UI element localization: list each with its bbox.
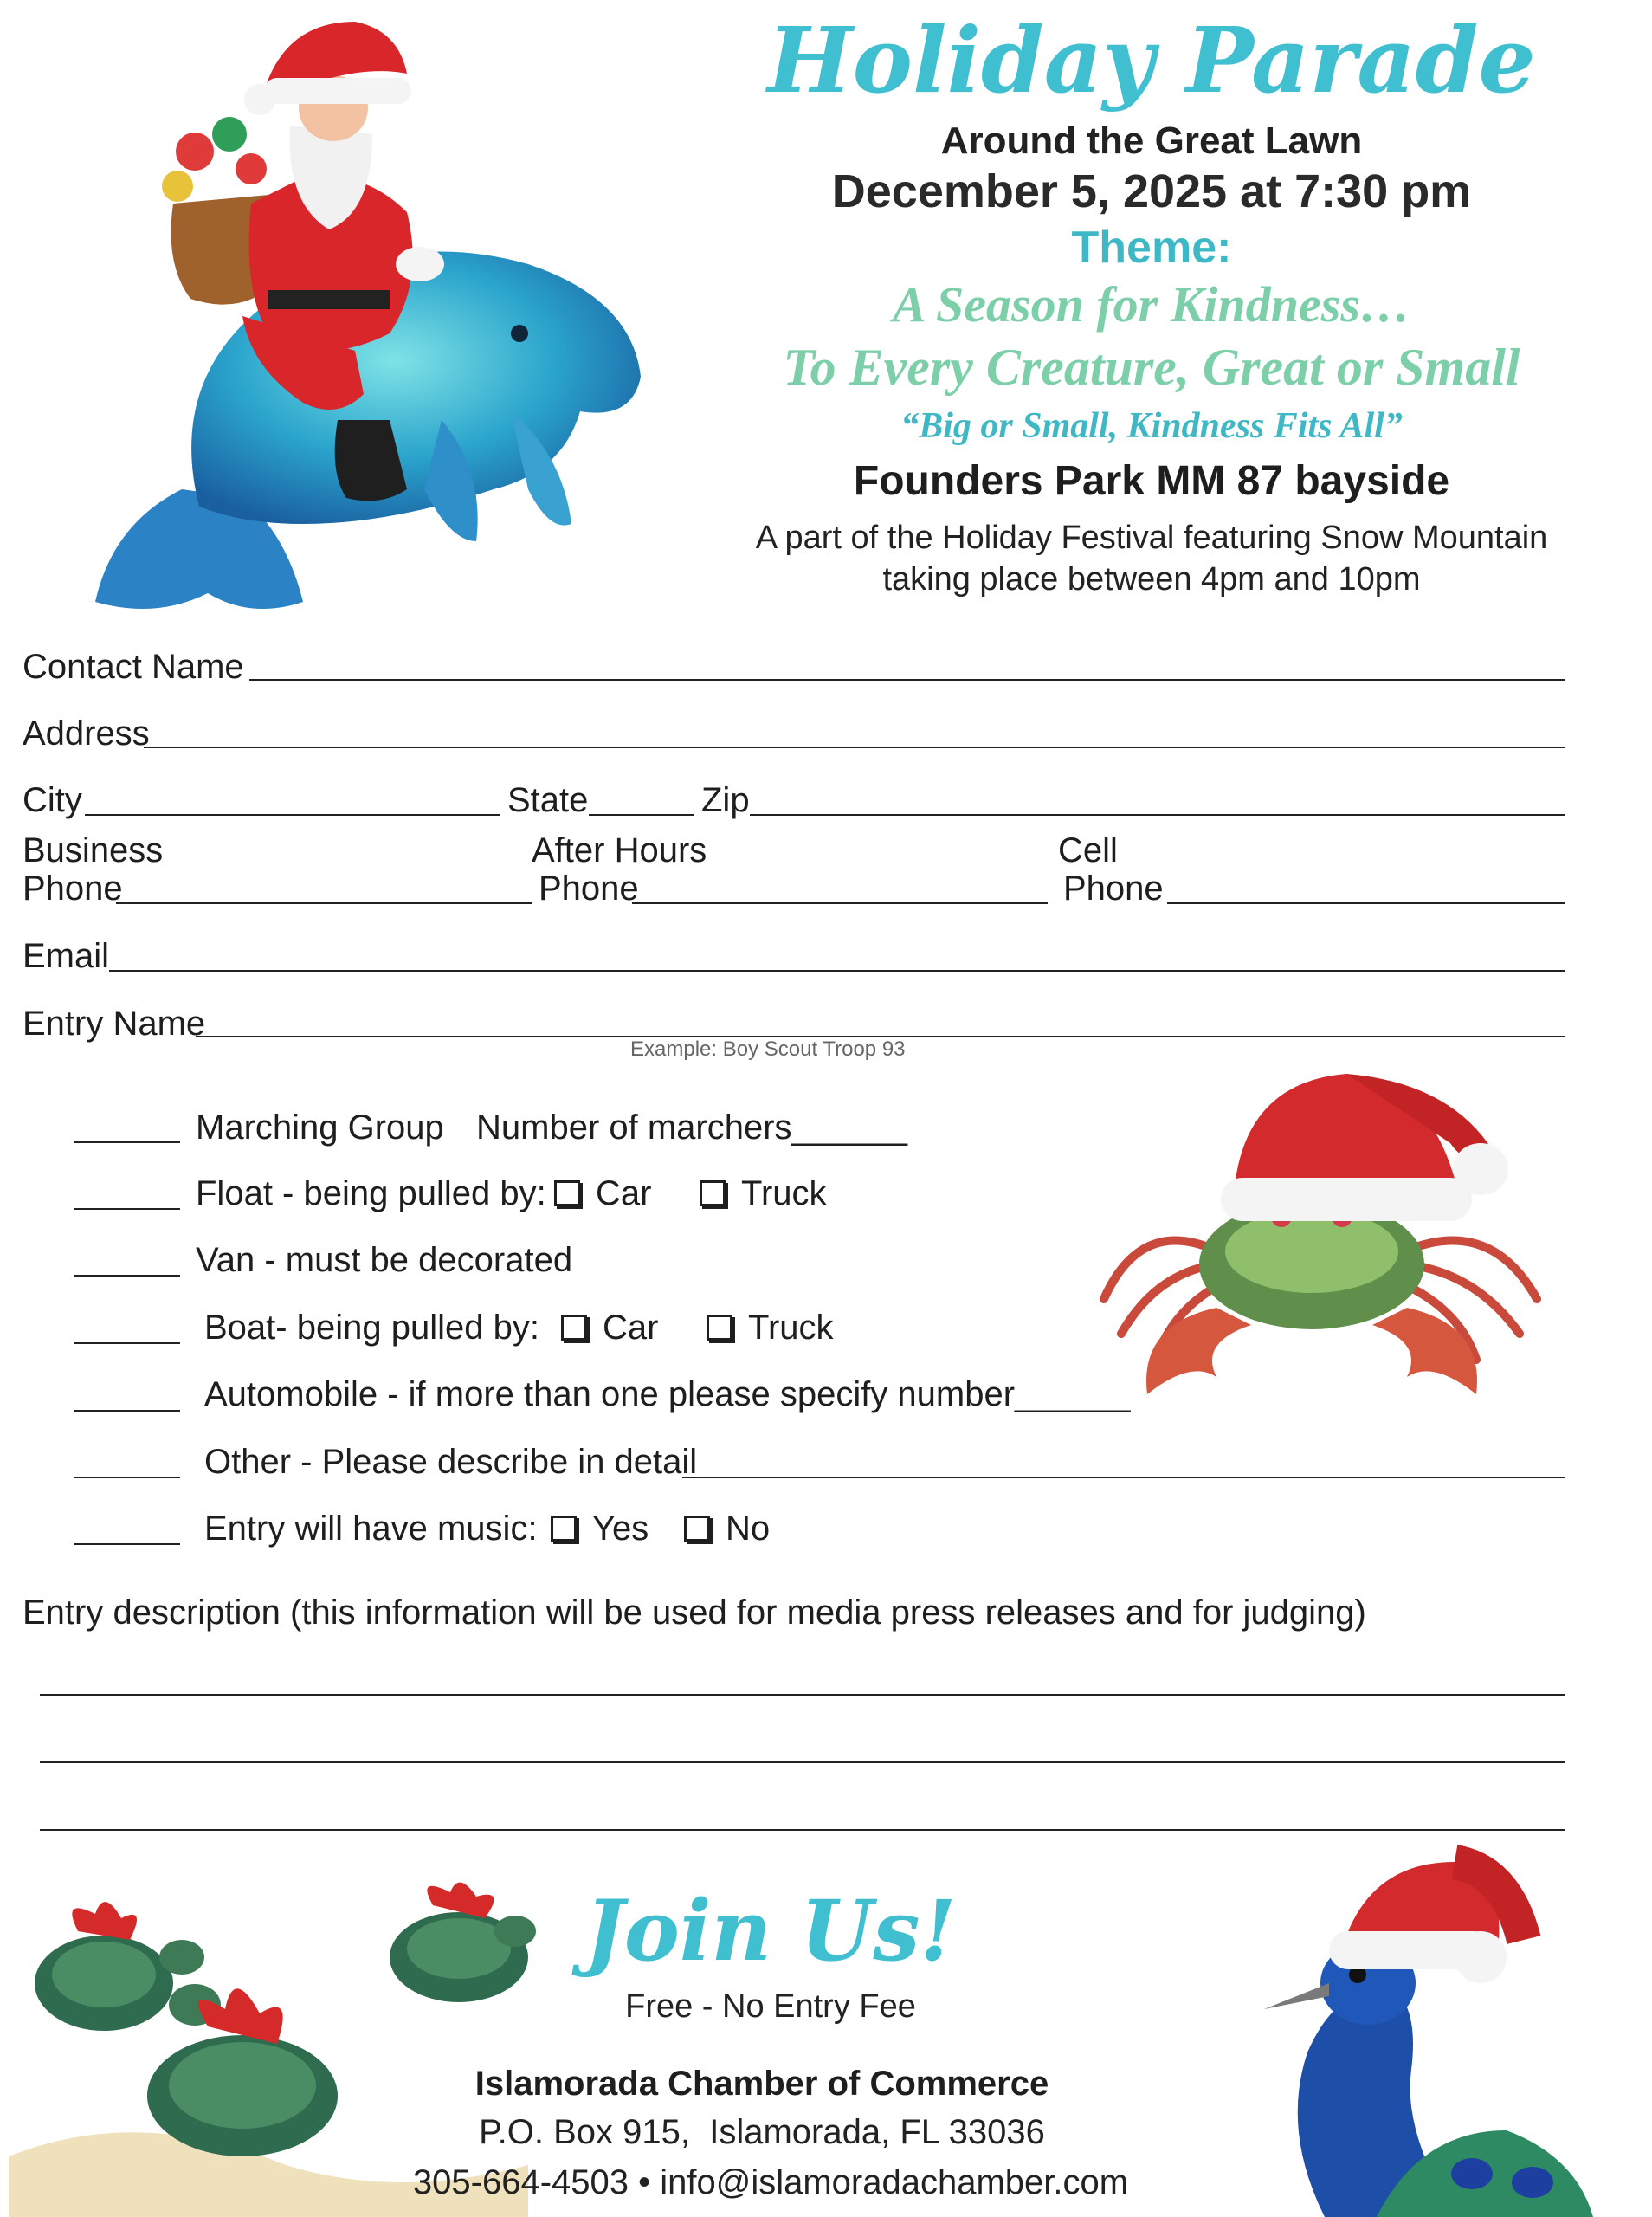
cell-phone-field[interactable] (1167, 902, 1565, 904)
entry-description-label: Entry description (this information will be used for media press releases and for judging) (23, 1593, 1366, 1632)
description-line-3[interactable] (40, 1829, 1565, 1831)
float-truck-checkbox[interactable] (700, 1176, 827, 1211)
theme-line-2: To Every Creature, Great or Small (783, 339, 1520, 396)
float-car-checkbox[interactable] (554, 1176, 651, 1211)
parade-location: Founders Park MM 87 bayside (853, 458, 1450, 504)
other-description-field[interactable] (682, 1477, 1565, 1478)
po-box-address: P.O. Box 915, Islamorada, FL 33036 (479, 2113, 1045, 2151)
van-label: Van - must be decorated (196, 1241, 573, 1279)
business-label: Business (23, 831, 164, 869)
festival-line-2: taking place between 4pm and 10pm (882, 561, 1421, 598)
contact-info[interactable]: 305-664-4503 • info@islamoradachamber.com (412, 2163, 1129, 2201)
cell-label: Cell (1058, 831, 1118, 869)
address-label: Address (23, 714, 150, 753)
music-no-label: No (726, 1509, 771, 1548)
theme-tagline: “Big or Small, Kindness Fits All” (900, 406, 1403, 446)
music-check-line[interactable] (74, 1543, 180, 1545)
address-field[interactable] (144, 747, 1565, 748)
zip-label: Zip (701, 781, 750, 819)
festival-line-1: A part of the Holiday Festival featuring Snow Mountain (755, 520, 1548, 556)
other-check-line[interactable] (74, 1477, 180, 1478)
entry-name-label: Entry Name (23, 1005, 206, 1043)
checkbox-icon[interactable] (551, 1516, 577, 1542)
contact-name-label: Contact Name (23, 648, 244, 686)
boat-truck-checkbox[interactable] (707, 1310, 834, 1345)
boat-check-line[interactable] (74, 1342, 180, 1344)
boat-car-checkbox[interactable] (561, 1310, 658, 1345)
music-label: Entry will have music: (204, 1509, 538, 1548)
music-yes-label: Yes (592, 1509, 649, 1548)
theme-label: Theme: (1071, 223, 1232, 273)
city-field[interactable] (85, 814, 500, 816)
entry-fee: Free - No Entry Fee (625, 1988, 916, 2025)
zip-field[interactable] (750, 814, 1565, 816)
boat-truck-label: Truck (748, 1309, 834, 1347)
float-label: Float - being pulled by: (196, 1174, 546, 1212)
join-us-heading: Join Us! (584, 1882, 957, 1980)
boat-car-label: Car (603, 1309, 659, 1347)
state-label: State (507, 781, 589, 819)
marching-group-check-line[interactable] (74, 1141, 180, 1143)
email-label: Email (23, 937, 110, 975)
float-truck-label: Truck (741, 1174, 827, 1212)
checkbox-icon[interactable] (554, 1180, 580, 1206)
state-field[interactable] (589, 814, 694, 816)
business-phone-field[interactable] (116, 902, 532, 904)
after-hours-phone-label: Phone (539, 869, 639, 908)
music-no-checkbox[interactable] (684, 1511, 770, 1546)
city-label: City (23, 781, 82, 819)
float-car-label: Car (596, 1174, 652, 1212)
email-field[interactable] (109, 970, 1565, 972)
after-hours-label: After Hours (532, 831, 707, 869)
entry-name-example: Example: Boy Scout Troop 93 (630, 1037, 906, 1061)
parade-title: Holiday Parade (767, 7, 1536, 113)
organization-name: Islamorada Chamber of Commerce (474, 2065, 1049, 2103)
automobile-check-line[interactable] (74, 1410, 180, 1412)
float-check-line[interactable] (74, 1208, 180, 1210)
automobile-label: Automobile - if more than one please specify number______ (204, 1375, 1131, 1413)
business-phone-label: Phone (23, 869, 123, 908)
after-hours-phone-field[interactable] (632, 902, 1048, 904)
music-yes-checkbox[interactable] (551, 1511, 649, 1546)
contact-name-field[interactable] (249, 679, 1565, 681)
marching-group-label: Marching Group (196, 1108, 444, 1147)
checkbox-icon[interactable] (684, 1516, 710, 1542)
checkbox-icon[interactable] (561, 1315, 587, 1341)
santa-manatee-illustration (78, 4, 667, 628)
parade-date: December 5, 2025 at 7:30 pm (831, 165, 1472, 217)
checkbox-icon[interactable] (707, 1315, 732, 1341)
description-line-1[interactable] (40, 1694, 1565, 1696)
crab-illustration (1087, 1048, 1563, 1412)
van-check-line[interactable] (74, 1275, 180, 1277)
cell-phone-label: Phone (1063, 869, 1164, 908)
peacock-illustration (1247, 1845, 1593, 2217)
theme-line-1: A Season for Kindness… (893, 276, 1410, 333)
checkbox-icon[interactable] (700, 1180, 726, 1206)
other-label: Other - Please describe in detail (204, 1443, 698, 1481)
parade-subtitle: Around the Great Lawn (940, 120, 1363, 162)
boat-label: Boat- being pulled by: (204, 1309, 539, 1347)
description-line-2[interactable] (40, 1761, 1565, 1763)
number-of-marchers-label[interactable]: Number of marchers______ (476, 1108, 908, 1147)
